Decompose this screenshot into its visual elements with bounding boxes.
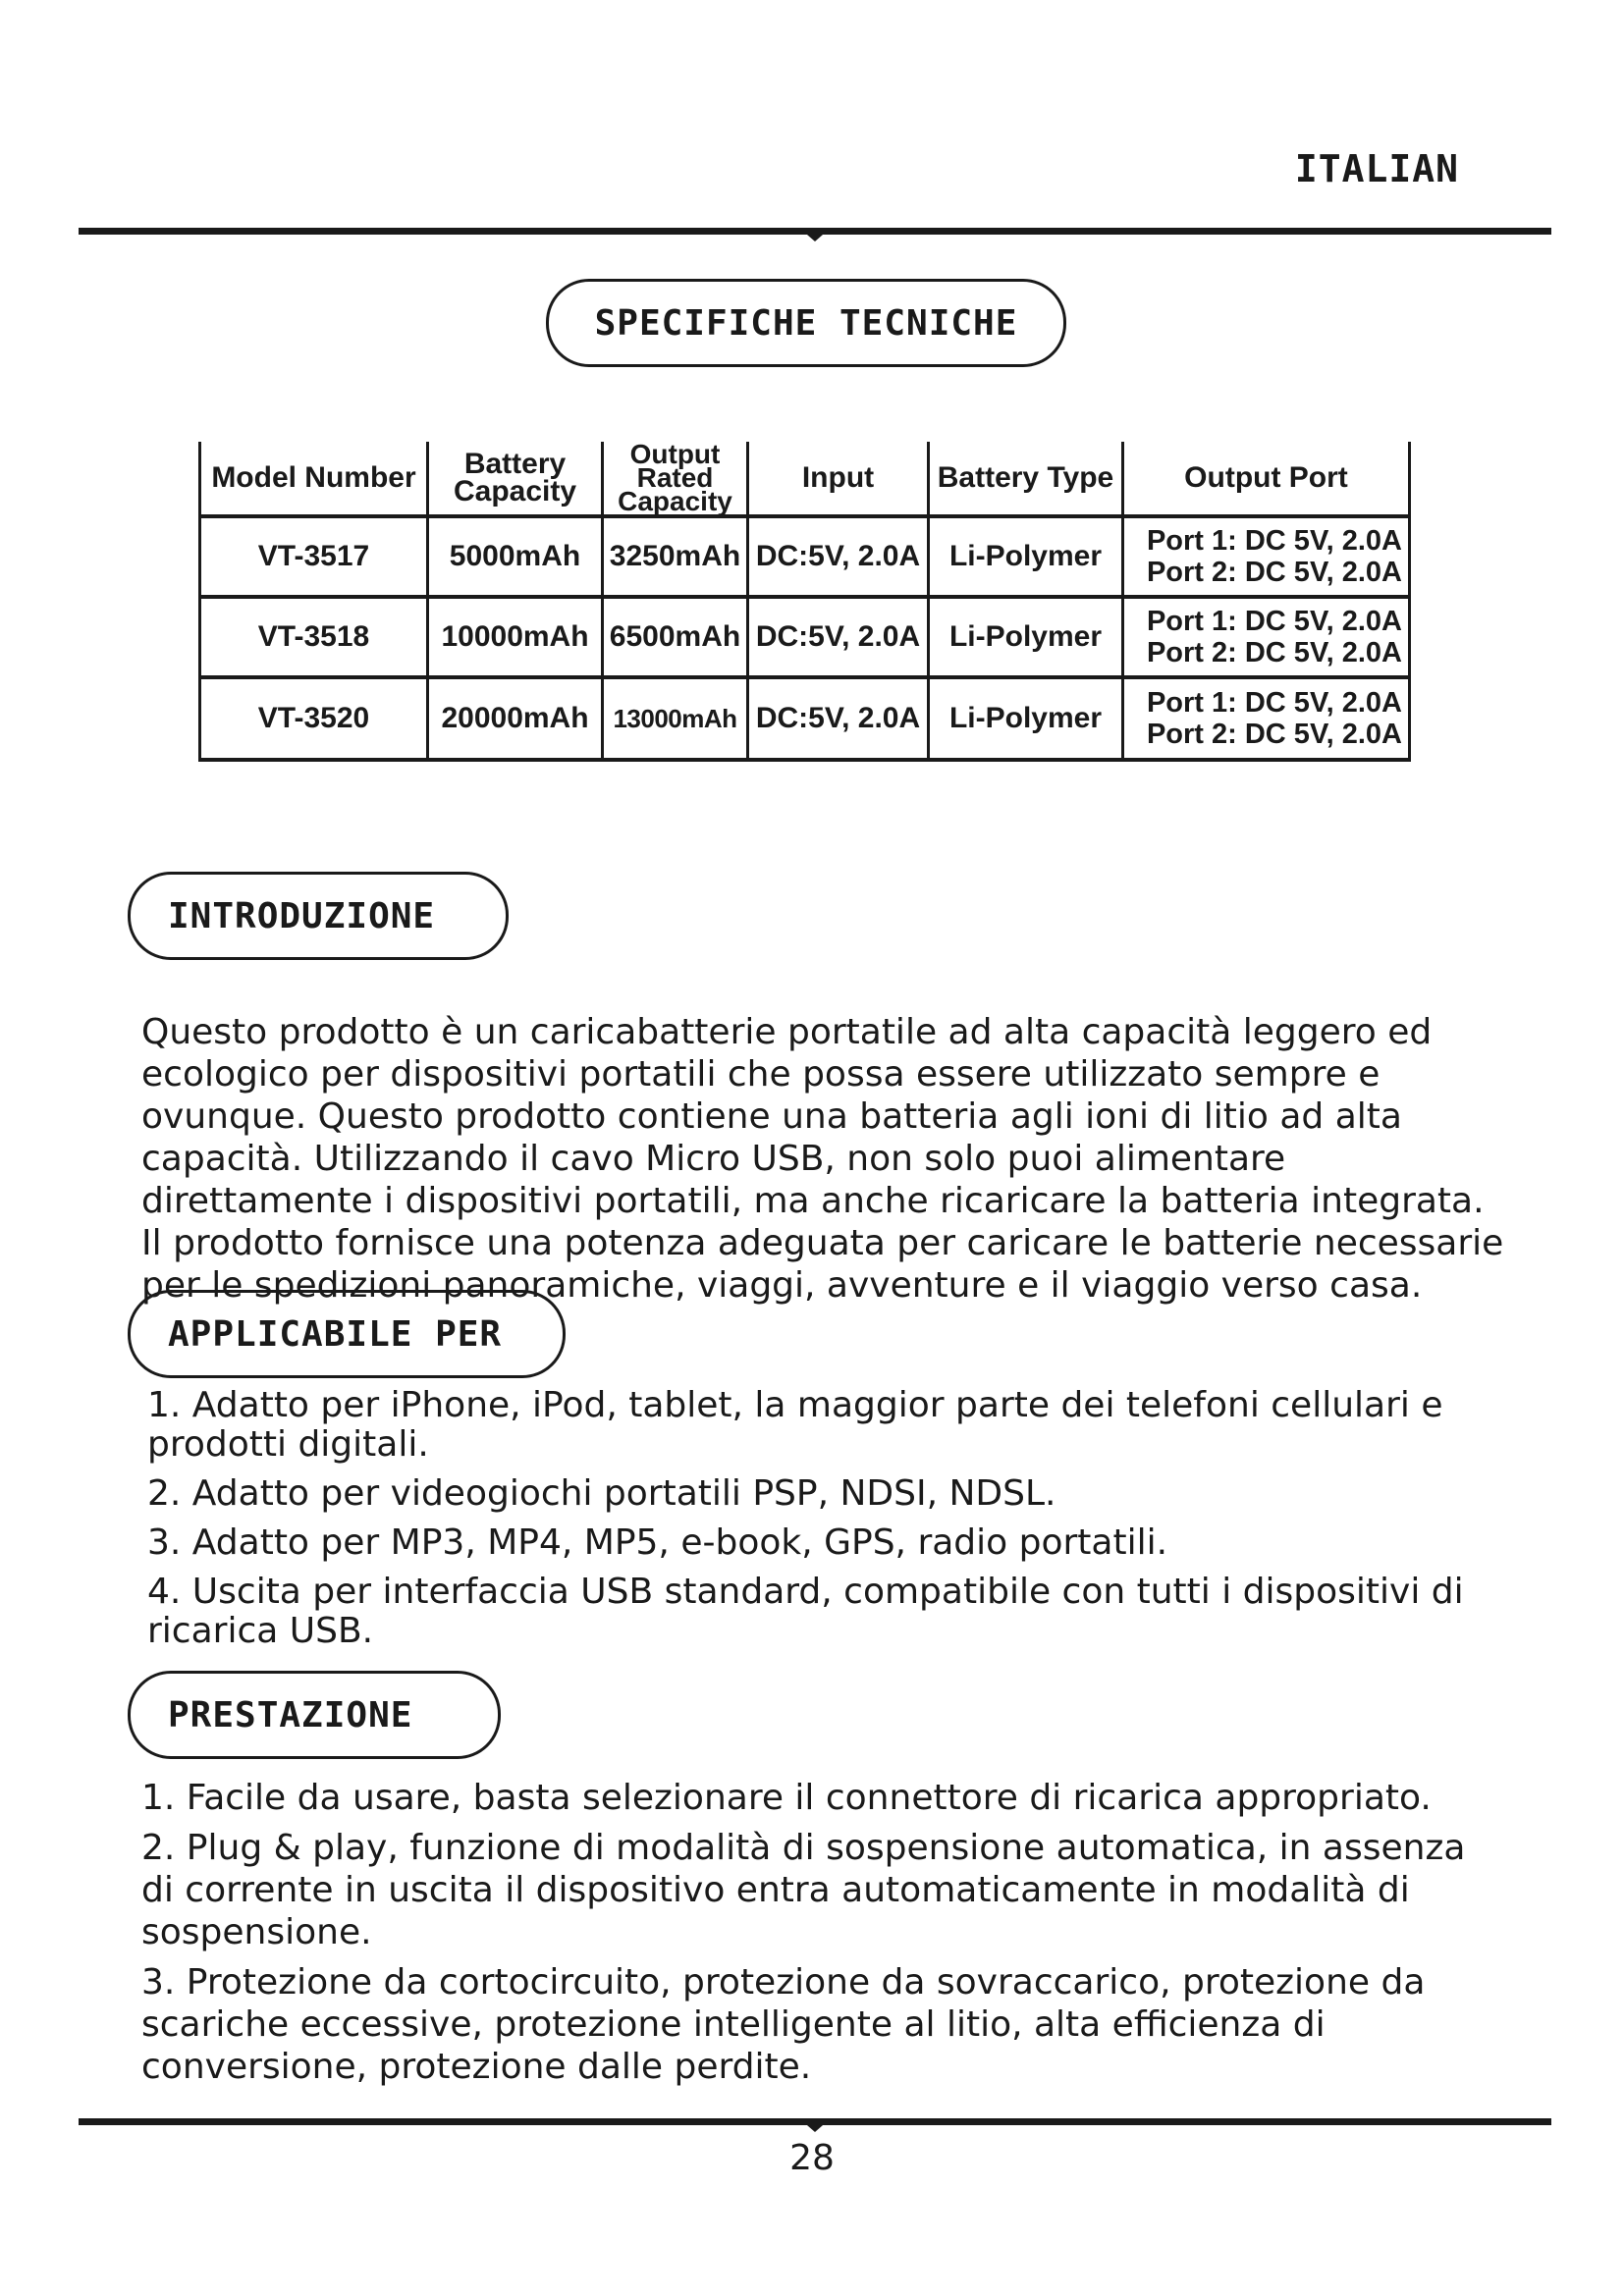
- model-cell: VT-3520: [200, 677, 428, 760]
- port-2-text: Port 2: DC 5V, 2.0A: [1146, 719, 1402, 750]
- model-cell: VT-3517: [200, 516, 428, 597]
- footer-divider: [79, 2118, 1551, 2125]
- list-item: 3. Protezione da cortocircuito, protezione da sovraccarico, protezione da scariche eccessive, protezione intelligente al litio, alta efficienza di conversione, protezione dalle perdite.: [141, 1962, 1426, 2087]
- column-header: Output Rated Capacity: [603, 442, 748, 516]
- introduction-paragraph: Questo prodotto è un caricabatterie portatile ad alta capacità leggero ed ecologico per dispositivi portatili che possa essere utilizzato sempre e ovunque. Questo prodotto contiene una batteria agli ioni di litio ad alta capacità. Utilizzando il cavo Micro USB, non solo puoi alimentare direttamente i dispositivi portatili, ma anche ricaricare la batteria integrata. Il prodotto fornisce una potenza adeguata per caricare le batterie necessarie per le spedizioni panoramiche, viaggi, avventure e il viaggio verso casa.: [141, 1012, 1504, 1306]
- battery-capacity-cell: 5000mAh: [428, 516, 603, 597]
- page-number: 28: [789, 2138, 835, 2178]
- section-heading-applicable: APPLICABILE PER: [128, 1290, 566, 1378]
- output-rated-cell: 6500mAh: [603, 597, 748, 677]
- battery-capacity-cell: 20000mAh: [428, 677, 603, 760]
- input-cell: DC:5V, 2.0A: [748, 677, 929, 760]
- port-2-text: Port 2: DC 5V, 2.0A: [1146, 557, 1402, 588]
- output-port-cell: [1123, 516, 1410, 597]
- list-item: 2. Adatto per videogiochi portatili PSP, NDSI, NDSL.: [147, 1473, 1056, 1514]
- input-cell: DC:5V, 2.0A: [748, 516, 929, 597]
- section-heading-specs: SPECIFICHE TECNICHE: [546, 279, 1066, 367]
- output-rated-cell: 3250mAh: [603, 516, 748, 597]
- port-1-text: Port 1: DC 5V, 2.0A: [1146, 606, 1402, 637]
- table-row: [200, 597, 1410, 677]
- output-port-cell: [1123, 677, 1410, 760]
- list-item: 2. Plug & play, funzione di modalità di sospensione automatica, in assenza di corrente in uscita il dispositivo entra automaticamente in modalità di sospensione.: [141, 1828, 1466, 1952]
- output-rated-cell: 13000mAh: [603, 677, 748, 760]
- battery-type-cell: Li-Polymer: [929, 677, 1123, 760]
- column-header: Input: [748, 442, 929, 516]
- column-header: Model Number: [200, 442, 428, 516]
- port-2-text: Port 2: DC 5V, 2.0A: [1146, 637, 1402, 668]
- input-cell: DC:5V, 2.0A: [748, 597, 929, 677]
- battery-capacity-cell: 10000mAh: [428, 597, 603, 677]
- port-1-text: Port 1: DC 5V, 2.0A: [1146, 525, 1402, 557]
- column-header: Output Port: [1123, 442, 1410, 516]
- output-port-cell: [1123, 597, 1410, 677]
- performance-list: [141, 1777, 1506, 2096]
- model-cell: VT-3518: [200, 597, 428, 677]
- port-1-text: Port 1: DC 5V, 2.0A: [1146, 687, 1402, 719]
- column-header: Battery Capacity: [428, 442, 603, 516]
- specs-table: [198, 439, 1411, 762]
- list-item: 1. Adatto per iPhone, iPod, tablet, la maggior parte dei telefoni cellulari e prodotti digitali.: [147, 1385, 1443, 1465]
- applicable-list: [147, 1386, 1512, 1661]
- column-header: Battery Type: [929, 442, 1123, 516]
- battery-type-cell: Li-Polymer: [929, 597, 1123, 677]
- table-row: [200, 677, 1410, 760]
- list-item: 4. Uscita per interfaccia USB standard, compatibile con tutti i dispositivi di ricarica USB.: [147, 1572, 1464, 1651]
- header-divider: [79, 228, 1551, 235]
- language-label: ITALIAN: [1294, 147, 1459, 190]
- list-item: 3. Adatto per MP3, MP4, MP5, e-book, GPS, radio portatili.: [147, 1522, 1168, 1563]
- battery-type-cell: Li-Polymer: [929, 516, 1123, 597]
- section-heading-performance: PRESTAZIONE: [128, 1671, 501, 1759]
- list-item: 1. Facile da usare, basta selezionare il connettore di ricarica appropriato.: [141, 1778, 1432, 1818]
- section-heading-introduction: INTRODUZIONE: [128, 872, 509, 960]
- table-row: [200, 516, 1410, 597]
- table-header-row: [200, 442, 1410, 516]
